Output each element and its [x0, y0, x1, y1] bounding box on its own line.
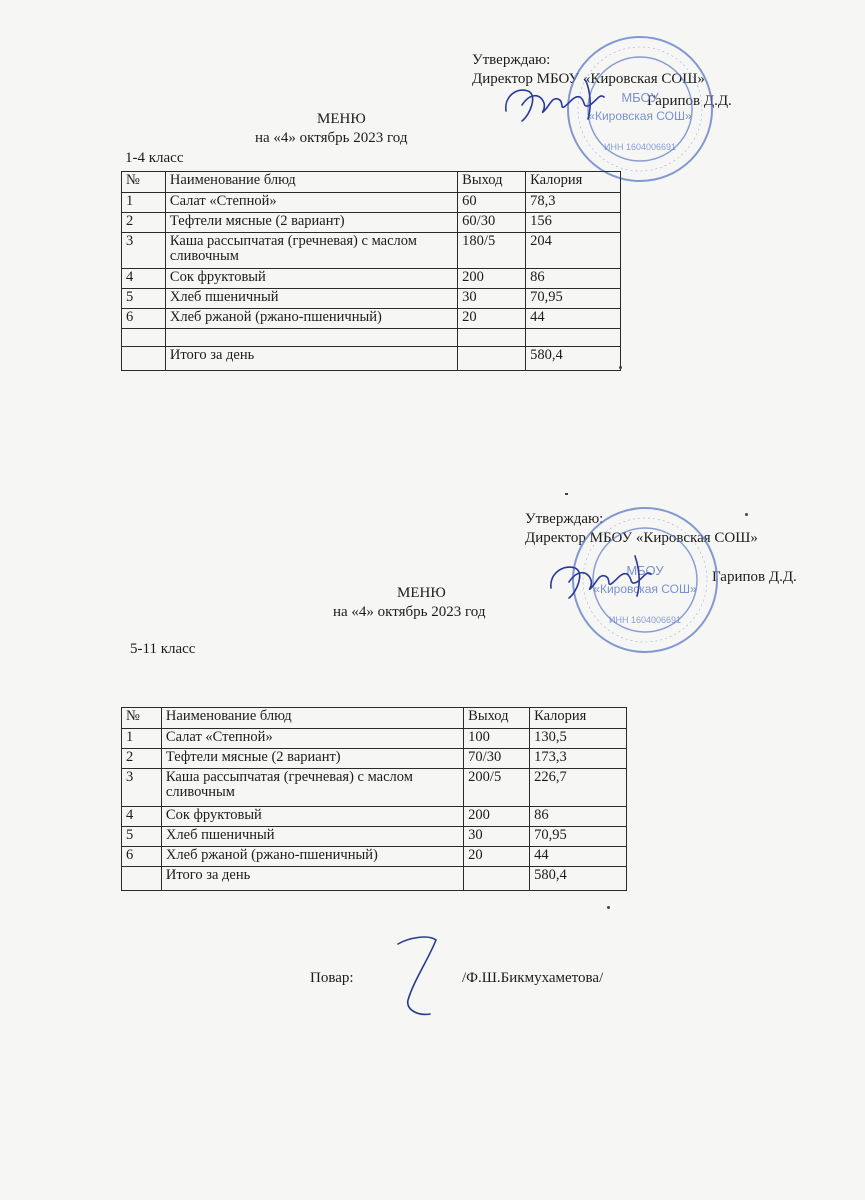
row-calories: 173,3 [530, 749, 627, 769]
row-calories: 70,95 [526, 289, 621, 309]
row-number: 1 [122, 729, 162, 749]
svg-text:«Кировская СОШ»: «Кировская СОШ» [593, 582, 697, 596]
speck [565, 493, 568, 495]
row-dish: Тефтели мясные (2 вариант) [165, 213, 457, 233]
row-dish: Салат «Степной» [161, 729, 463, 749]
row-number: 5 [122, 827, 162, 847]
menu1-title: МЕНЮ [317, 111, 366, 127]
speck [745, 513, 748, 516]
row-output: 30 [458, 289, 526, 309]
svg-text:ИНН 1604006691: ИНН 1604006691 [608, 615, 682, 625]
row-number: 5 [122, 289, 166, 309]
row-number: 2 [122, 213, 166, 233]
row-calories: 70,95 [530, 827, 627, 847]
approval-label: Утверждаю: [472, 52, 551, 68]
total-label: Итого за день [165, 347, 457, 371]
table-row [122, 269, 621, 289]
row-dish: Каша рассыпчатая (гречневая) с маслом сливочным [165, 233, 457, 269]
header-output: Выход [464, 708, 530, 729]
table-row [122, 807, 627, 827]
table-total-row [122, 347, 621, 371]
svg-text:«Кировская СОШ»: «Кировская СОШ» [588, 109, 692, 123]
approval-director-2: Директор МБОУ «Кировская СОШ» [525, 530, 758, 546]
row-number: 4 [122, 269, 166, 289]
cook-label: Повар: [310, 970, 354, 986]
row-number: 4 [122, 807, 162, 827]
row-output: 20 [458, 309, 526, 329]
cook-name: /Ф.Ш.Бикмухаметова/ [462, 970, 604, 986]
row-dish: Хлеб пшеничный [165, 289, 457, 309]
row-dish: Хлеб ржаной (ржано-пшеничный) [165, 309, 457, 329]
row-number: 6 [122, 847, 162, 867]
total-value: 580,4 [530, 867, 627, 891]
header-number: № [122, 708, 162, 729]
table-row [122, 769, 627, 807]
table-row [122, 233, 621, 269]
row-dish: Каша рассыпчатая (гречневая) с маслом сливочным [161, 769, 463, 807]
row-calories: 44 [526, 309, 621, 329]
header-calories: Калория [526, 172, 621, 193]
table-header-row [122, 172, 621, 193]
speck [619, 366, 622, 369]
table-row [122, 827, 627, 847]
approval-director-name: Гарипов Д.Д. [647, 93, 732, 109]
svg-text:МБОУ: МБОУ [621, 90, 659, 105]
row-calories: 86 [530, 807, 627, 827]
menu1-class-label: 1-4 класс [125, 150, 184, 166]
table-row [122, 729, 627, 749]
row-output: 70/30 [464, 749, 530, 769]
table-row [122, 309, 621, 329]
table-row [122, 749, 627, 769]
approval-director: Директор МБОУ «Кировская СОШ» [472, 71, 705, 87]
row-number: 3 [122, 233, 166, 269]
total-label: Итого за день [161, 867, 463, 891]
row-calories: 226,7 [530, 769, 627, 807]
row-number: 1 [122, 193, 166, 213]
approval-director-name-2: Гарипов Д.Д. [712, 569, 797, 585]
row-output: 200/5 [464, 769, 530, 807]
table-row [122, 847, 627, 867]
row-output: 20 [464, 847, 530, 867]
svg-text:ИНН 1604006691: ИНН 1604006691 [603, 142, 677, 152]
row-calories: 130,5 [530, 729, 627, 749]
menu2-class-label: 5-11 класс [130, 641, 196, 657]
header-number: № [122, 172, 166, 193]
row-calories: 204 [526, 233, 621, 269]
row-output: 60 [458, 193, 526, 213]
director-signature-2 [545, 550, 665, 615]
row-output: 200 [464, 807, 530, 827]
menu2-date: на «4» октябрь 2023 год [333, 604, 486, 620]
header-dish: Наименование блюд [161, 708, 463, 729]
table-header-row [122, 708, 627, 729]
table-row-empty [122, 329, 621, 347]
svg-text:МБОУ: МБОУ [626, 563, 664, 578]
row-calories: 44 [530, 847, 627, 867]
row-dish: Хлеб ржаной (ржано-пшеничный) [161, 847, 463, 867]
director-signature-1 [500, 75, 615, 135]
speck [607, 906, 610, 909]
row-dish: Тефтели мясные (2 вариант) [161, 749, 463, 769]
row-output: 30 [464, 827, 530, 847]
row-dish: Хлеб пшеничный [161, 827, 463, 847]
header-output: Выход [458, 172, 526, 193]
row-number: 3 [122, 769, 162, 807]
header-dish: Наименование блюд [165, 172, 457, 193]
menu1-table [121, 171, 621, 371]
row-number: 6 [122, 309, 166, 329]
row-number: 2 [122, 749, 162, 769]
row-output: 100 [464, 729, 530, 749]
table-row [122, 213, 621, 233]
menu2-table [121, 707, 627, 891]
row-dish: Сок фруктовый [161, 807, 463, 827]
table-total-row [122, 867, 627, 891]
row-dish: Сок фруктовый [165, 269, 457, 289]
menu1-date: на «4» октябрь 2023 год [255, 130, 408, 146]
menu2-title: МЕНЮ [397, 585, 446, 601]
row-calories: 78,3 [526, 193, 621, 213]
approval-label-2: Утверждаю: [525, 511, 604, 527]
cook-signature [388, 930, 448, 1030]
table-row [122, 193, 621, 213]
row-calories: 86 [526, 269, 621, 289]
header-calories: Калория [530, 708, 627, 729]
row-calories: 156 [526, 213, 621, 233]
total-value: 580,4 [526, 347, 621, 371]
row-output: 60/30 [458, 213, 526, 233]
table-row [122, 289, 621, 309]
row-output: 200 [458, 269, 526, 289]
row-output: 180/5 [458, 233, 526, 269]
row-dish: Салат «Степной» [165, 193, 457, 213]
